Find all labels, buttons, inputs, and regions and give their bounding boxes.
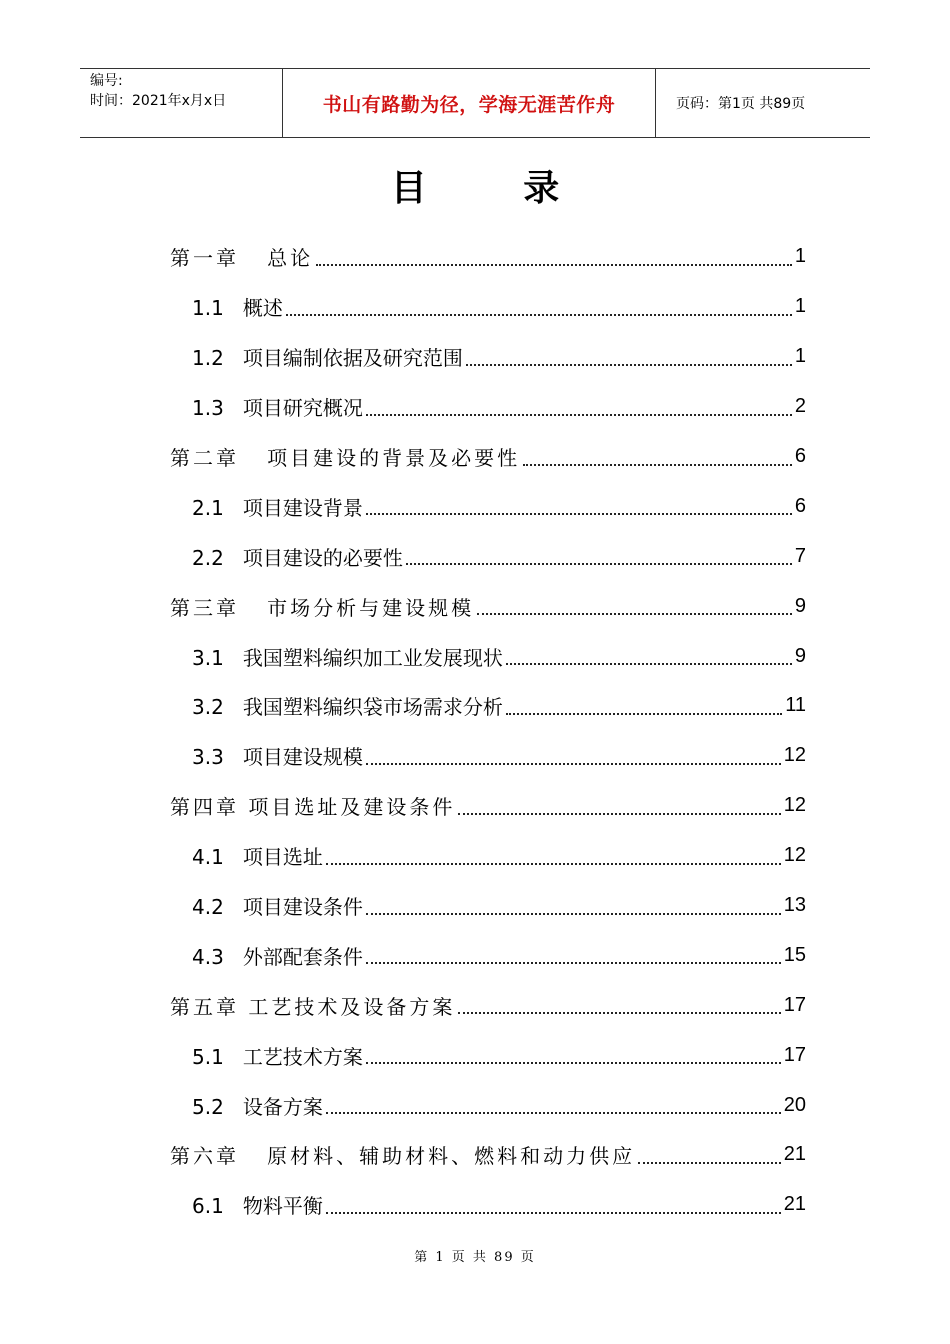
toc-chapter-entry[interactable] bbox=[170, 581, 806, 631]
toc-entry-page: 6 bbox=[794, 494, 806, 517]
toc-dot-leader bbox=[366, 394, 792, 416]
toc-section-entry[interactable] bbox=[170, 1080, 806, 1130]
toc-entry-page: 17 bbox=[783, 1043, 806, 1066]
toc-dot-leader bbox=[366, 1042, 781, 1064]
toc-entry-page: 11 bbox=[785, 694, 806, 717]
toc-chapter-entry[interactable] bbox=[170, 1130, 806, 1180]
toc-section-entry[interactable] bbox=[170, 930, 806, 980]
toc-chapter-entry[interactable] bbox=[170, 432, 806, 482]
toc-entry-page: 7 bbox=[794, 544, 806, 567]
toc-entry-page: 17 bbox=[783, 993, 806, 1016]
toc-entry-title: 1.1 概述 bbox=[192, 296, 283, 321]
toc-entry-title: 4.1 项目选址 bbox=[192, 845, 323, 870]
toc-dot-leader bbox=[366, 743, 781, 765]
toc-entry-page: 2 bbox=[794, 395, 806, 418]
toc-entry-title: 第一章 总论 bbox=[170, 246, 314, 271]
toc-section-entry[interactable] bbox=[170, 831, 806, 881]
header-page-info bbox=[666, 69, 870, 137]
toc-chapter-entry[interactable] bbox=[170, 232, 806, 282]
toc-dot-leader bbox=[326, 843, 781, 865]
toc-entry-page: 6 bbox=[794, 445, 806, 467]
toc-entry-title: 第五章 工艺技术及设备方案 bbox=[170, 994, 456, 1019]
toc-entry-title: 5.2 设备方案 bbox=[192, 1094, 323, 1119]
toc-entry-title: 6.1 物料平衡 bbox=[192, 1194, 323, 1219]
toc-dot-leader bbox=[326, 1192, 781, 1214]
document-date-label: 时间：2021年x月x日 bbox=[90, 93, 227, 109]
header-motto: 书山有路勤为径，学海无涯苦作舟 bbox=[283, 69, 656, 137]
toc-chapter-entry[interactable] bbox=[170, 781, 806, 831]
toc-entry-title: 第二章 项目建设的背景及必要性 bbox=[170, 446, 521, 470]
toc-entry-title: 3.1 我国塑料编织加工业发展现状 bbox=[192, 645, 503, 670]
document-number-label: 编号: bbox=[90, 73, 123, 89]
toc-dot-leader bbox=[366, 893, 781, 915]
toc-dot-leader bbox=[506, 693, 782, 715]
toc-entry-title: 2.1 项目建设背景 bbox=[192, 495, 363, 520]
toc-section-entry[interactable] bbox=[170, 731, 806, 781]
toc-section-entry[interactable] bbox=[170, 1180, 806, 1230]
toc-entry-page: 21 bbox=[783, 1143, 806, 1166]
toc-entry-page: 12 bbox=[783, 844, 806, 867]
toc-section-entry[interactable] bbox=[170, 382, 806, 432]
toc-dot-leader bbox=[506, 643, 792, 665]
toc-entry-title: 2.2 项目建设的必要性 bbox=[192, 545, 403, 570]
toc-entry-page: 12 bbox=[783, 744, 806, 767]
toc-dot-leader bbox=[523, 444, 792, 466]
toc-section-entry[interactable] bbox=[170, 1030, 806, 1080]
toc-section-entry[interactable] bbox=[170, 881, 806, 931]
toc-entry-title: 1.2 项目编制依据及研究范围 bbox=[192, 346, 463, 371]
toc-section-entry[interactable] bbox=[170, 631, 806, 681]
toc-dot-leader bbox=[458, 992, 780, 1014]
toc-dot-leader bbox=[406, 543, 792, 565]
toc-section-entry[interactable] bbox=[170, 681, 806, 731]
page-footer: 第 1 页 共 89 页 bbox=[414, 1250, 536, 1265]
toc-entry-title: 3.3 项目建设规模 bbox=[192, 745, 363, 770]
toc-entry-page: 1 bbox=[794, 245, 806, 268]
toc-entry-page: 9 bbox=[794, 594, 806, 617]
toc-entry-page: 12 bbox=[783, 794, 806, 817]
toc-entry-title: 第三章 市场分析与建设规模 bbox=[170, 595, 475, 620]
toc-section-entry[interactable] bbox=[170, 332, 806, 382]
toc-entry-title: 5.1 工艺技术方案 bbox=[192, 1044, 363, 1069]
toc-section-entry[interactable] bbox=[170, 282, 806, 332]
toc-entry-title: 4.3 外部配套条件 bbox=[192, 944, 363, 969]
toc-dot-leader bbox=[458, 793, 780, 815]
toc-dot-leader bbox=[366, 942, 781, 964]
header-page-info-text: 页码：第1页 共89页 bbox=[676, 96, 806, 112]
toc-entry-page: 15 bbox=[783, 943, 806, 966]
toc-dot-leader bbox=[366, 493, 792, 515]
toc-entry-title: 1.3 项目研究概况 bbox=[192, 396, 363, 421]
toc-dot-leader bbox=[477, 593, 792, 615]
page-title: 目 录 bbox=[390, 167, 602, 209]
toc-entry-page: 13 bbox=[783, 894, 806, 917]
toc-entry-title: 4.2 项目建设条件 bbox=[192, 895, 363, 920]
toc-entry-page: 9 bbox=[794, 644, 806, 667]
toc-section-entry[interactable] bbox=[170, 531, 806, 581]
toc-dot-leader bbox=[638, 1142, 781, 1164]
toc-dot-leader bbox=[326, 1092, 781, 1114]
toc-dot-leader bbox=[316, 244, 792, 266]
toc-entry-page: 20 bbox=[783, 1093, 806, 1116]
toc-section-entry[interactable] bbox=[170, 481, 806, 531]
header-meta-cell bbox=[80, 69, 283, 137]
table-of-contents bbox=[170, 232, 806, 1230]
toc-entry-title: 第六章 原材料、辅助材料、燃料和动力供应 bbox=[170, 1144, 636, 1169]
toc-chapter-entry[interactable] bbox=[170, 980, 806, 1030]
toc-entry-title: 3.2 我国塑料编织袋市场需求分析 bbox=[192, 695, 503, 720]
toc-entry-page: 1 bbox=[794, 345, 806, 368]
page-header bbox=[80, 68, 870, 138]
toc-entry-title: 第四章 项目选址及建设条件 bbox=[170, 795, 456, 820]
toc-dot-leader bbox=[466, 344, 792, 366]
toc-entry-page: 21 bbox=[783, 1193, 806, 1216]
toc-entry-page: 1 bbox=[794, 295, 806, 318]
toc-dot-leader bbox=[286, 294, 792, 316]
